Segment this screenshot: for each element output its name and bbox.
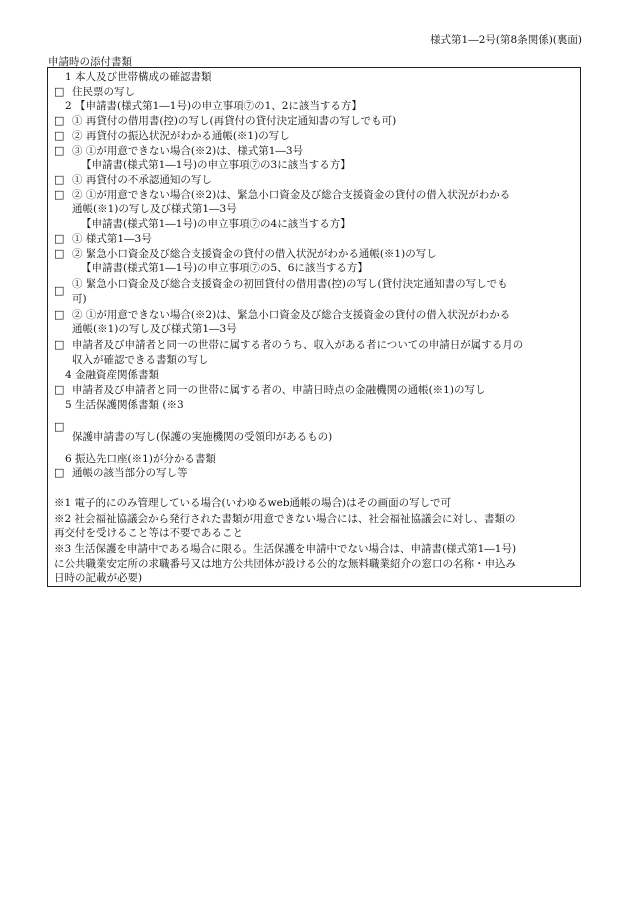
list-line: に公共職業安定所の求職番号又は地方公共団体が設ける公的な無料職業紹介の窓口の名称・申込み — [54, 558, 516, 570]
list-line: 2 【申請書(様式第1―1号)の申立事項⑦の1、2に該当する方】 — [65, 100, 362, 112]
checkbox[interactable]: □ — [54, 308, 65, 321]
list-line: 【申請書(様式第1―1号)の申立事項⑦の3に該当する方】 — [81, 159, 351, 171]
form-number-header: 様式第1―2号(第8条関係)(裏面) — [430, 34, 582, 46]
list-line: 通帳の該当部分の写し等 — [72, 467, 188, 479]
list-line: 6 振込先口座(※1)が分かる書類 — [65, 453, 216, 465]
list-line: ② 緊急小口資金及び総合支援資金の貸付の借入状況がわかる通帳(※1)の写し — [72, 248, 437, 260]
list-line: ※2 社会福祉協議会から発行された書類が用意できない場合には、社会福祉協議会に対し、書類の — [54, 513, 516, 525]
list-line: ① 様式第1―3号 — [72, 233, 152, 245]
list-line: 日時の記載が必要) — [54, 572, 143, 584]
list-line: 可) — [72, 293, 87, 305]
checkbox[interactable]: □ — [54, 284, 65, 297]
list-line: 【申請書(様式第1―1号)の申立事項⑦の4に該当する方】 — [81, 218, 351, 230]
checkbox[interactable]: □ — [54, 338, 65, 351]
checkbox[interactable]: □ — [54, 232, 65, 245]
list-line: ② ①が用意できない場合(※2)は、緊急小口資金及び総合支援資金の貸付の借入状況がわかる — [72, 189, 511, 201]
checkbox[interactable]: □ — [54, 466, 65, 479]
list-line: 保護申請書の写し(保護の実施機関の受領印があるもの) — [72, 431, 333, 443]
list-line: 通帳(※1)の写し及び様式第1―3号 — [72, 203, 237, 215]
list-line: ③ ①が用意できない場合(※2)は、様式第1―3号 — [72, 145, 304, 157]
list-line: ① 再貸付の不承認通知の写し — [72, 174, 212, 186]
list-line: ※1 電子的にのみ管理している場合(いわゆるweb通帳の場合)はその画面の写しで可 — [54, 497, 452, 509]
page-title: 申請時の添付書類 — [48, 56, 132, 68]
list-line: 通帳(※1)の写し及び様式第1―3号 — [72, 323, 237, 335]
list-line: ② ①が用意できない場合(※2)は、緊急小口資金及び総合支援資金の貸付の借入状況がわかる — [72, 309, 511, 321]
checkbox[interactable]: □ — [54, 85, 65, 98]
list-line: ※3 生活保護を申請中である場合に限る。生活保護を申請中でない場合は、申請書(様式第1―1号) — [54, 543, 517, 555]
list-line: ① 再貸付の借用書(控)の写し(再貸付の貸付決定通知書の写しでも可) — [72, 115, 397, 127]
list-line: ② 再貸付の振込状況がわかる通帳(※1)の写し — [72, 130, 290, 142]
checkbox[interactable]: □ — [54, 114, 65, 127]
checkbox[interactable]: □ — [54, 129, 65, 142]
list-line: 申請者及び申請者と同一の世帯に属する者の、申請日時点の金融機関の通帳(※1)の写し — [72, 384, 486, 396]
list-line: 申請者及び申請者と同一の世帯に属する者のうち、収入がある者についての申請日が属する月の — [72, 339, 524, 351]
checkbox[interactable]: □ — [54, 188, 65, 201]
checkbox[interactable]: □ — [54, 173, 65, 186]
list-line: ① 緊急小口資金及び総合支援資金の初回貸付の借用書(控)の写し(貸付決定通知書の写しでも — [72, 278, 508, 290]
list-line: 再交付を受けること等は不要であること — [54, 527, 243, 539]
checkbox[interactable]: □ — [54, 144, 65, 157]
list-line: 住民票の写し — [72, 86, 135, 98]
list-line: 【申請書(様式第1―1号)の申立事項⑦の5、6に該当する方】 — [81, 262, 368, 274]
checkbox[interactable]: □ — [54, 420, 65, 433]
list-line: 4 金融資産関係書類 — [65, 369, 160, 381]
checkbox[interactable]: □ — [54, 383, 65, 396]
list-line: 5 生活保護関係書類 (※3 — [65, 399, 184, 411]
list-line: 1 本人及び世帯構成の確認書類 — [65, 71, 212, 83]
checkbox[interactable]: □ — [54, 247, 65, 260]
list-line: 収入が確認できる書類の写し — [72, 354, 209, 366]
attachment-list-box — [47, 67, 581, 587]
